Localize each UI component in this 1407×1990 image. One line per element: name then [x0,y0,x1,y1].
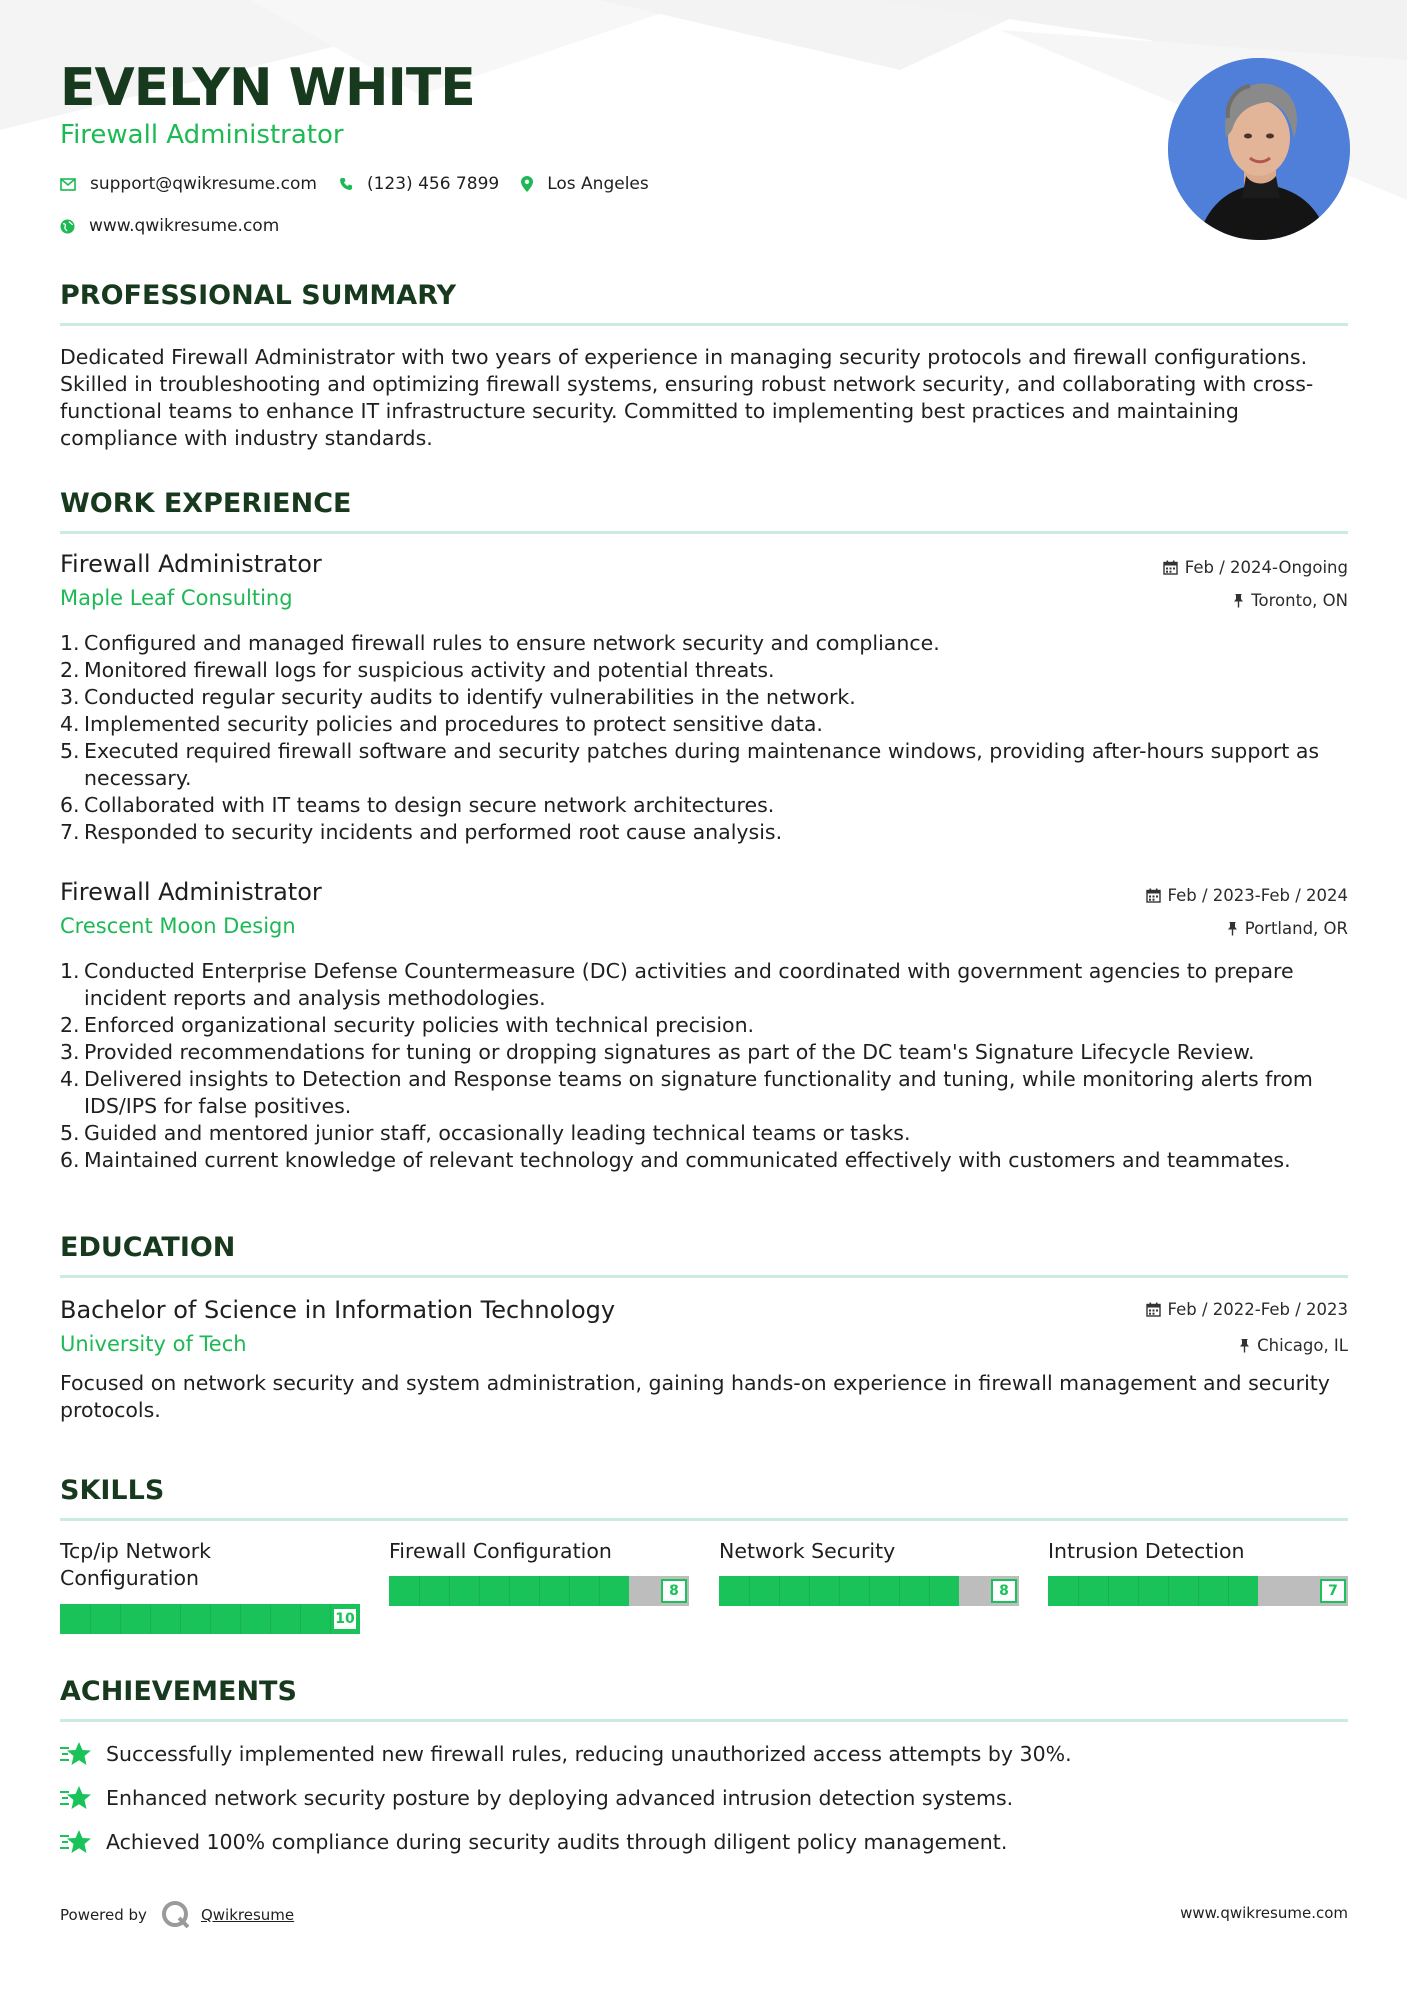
job-location-text: Toronto, ON [1251,591,1348,610]
skill-bar [60,1604,360,1634]
job-company: Crescent Moon Design [60,914,296,938]
education-heading: EDUCATION [60,1232,236,1263]
footer-powered-by [60,1900,294,1930]
skill-name: Network Security [719,1539,896,1563]
pushpin-icon [1227,921,1238,936]
list-item: 3. Provided recommendations for tuning or dropping signatures as part of the DC team's Signature Lifecycle Review. [60,1040,1255,1064]
section-divider [60,323,1348,326]
portrait-image [1168,58,1350,240]
qwikresume-logo-icon [161,1900,191,1930]
skill-bar-segment [90,1604,91,1634]
education-location [1239,1336,1348,1355]
skills-section [60,1475,1348,1521]
list-item: 6. Maintained current knowledge of relevant technology and communicated effectively with customers and teammates. [60,1148,1291,1172]
skill-item [1048,1538,1348,1599]
section-divider [60,531,1348,534]
education-text: Focused on network security and system administration, gaining hands-on experience in firewall management and security protocols. [60,1371,1330,1422]
job-date-text: Feb / 2024-Ongoing [1184,558,1348,577]
skill-bar-segment [479,1576,480,1606]
skill-bar-segment [599,1576,600,1606]
skill-bar-segment [749,1576,750,1606]
education-location-text: Chicago, IL [1257,1336,1348,1355]
job-location [1227,919,1348,938]
list-item: 6. Collaborated with IT teams to design secure network architectures. [60,793,775,817]
list-item: 1. Configured and managed firewall rules to ensure network security and compliance. [60,631,940,655]
experience-heading: WORK EXPERIENCE [60,488,352,519]
candidate-name: EVELYN WHITE [60,58,475,118]
skill-bar-segment [839,1576,840,1606]
summary-heading: PROFESSIONAL SUMMARY [60,280,457,311]
job-company: Maple Leaf Consulting [60,586,293,610]
contact-website[interactable] [60,216,279,236]
phone-text: (123) 456 7899 [366,174,500,194]
skill-bar [389,1576,689,1606]
skill-bar-segment [210,1604,211,1634]
skill-bar-segment [150,1604,151,1634]
skill-bar-segment [1078,1576,1079,1606]
job-date-text: Feb / 2023-Feb / 2024 [1167,886,1348,905]
achievements-section [60,1676,1348,1722]
skill-level: 8 [991,1579,1017,1603]
star-award-icon [60,1784,92,1812]
list-item: 3. Conducted regular security audits to identify vulnerabilities in the network. [60,685,856,709]
skill-name: Intrusion Detection [1048,1539,1245,1563]
list-item: 4. Delivered insights to Detection and Response teams on signature functionality and tuning, while monitoring alerts from IDS/IPS for false positives. [60,1067,1313,1118]
skill-bar [719,1576,1019,1606]
skill-bar-segment [779,1576,780,1606]
skill-bar-segment [120,1604,121,1634]
calendar-icon [1163,560,1178,575]
education-date-text: Feb / 2022-Feb / 2023 [1167,1300,1348,1319]
skill-bar-segment [1198,1576,1199,1606]
job-date [1163,558,1348,577]
skills-heading: SKILLS [60,1475,165,1506]
pushpin-icon [1239,1338,1250,1353]
skill-bar-segment [869,1576,870,1606]
experience-section [60,488,1348,534]
skill-bar [1048,1576,1348,1606]
achievement-text: Enhanced network security posture by deploying advanced intrusion detection systems. [106,1786,1014,1810]
map-marker-icon [521,176,533,192]
achievement-text: Successfully implemented new firewall rules, reducing unauthorized access attempts by 30%. [106,1742,1072,1766]
envelope-icon [60,178,76,191]
qwikresume-link[interactable]: Qwikresume [200,1906,295,1924]
skill-bar-segment [449,1576,450,1606]
skill-bar-segment [1168,1576,1169,1606]
footer-website[interactable]: www.qwikresume.com [1180,1904,1348,1922]
location-text: Los Angeles [547,174,649,194]
job-date [1146,886,1348,905]
skill-bar-segment [300,1604,301,1634]
summary-section [60,280,1348,452]
list-item: 2. Enforced organizational security policies with technical precision. [60,1013,755,1037]
skill-bar-segment [809,1576,810,1606]
job-title: Firewall Administrator [60,550,322,578]
skill-bar-segment [899,1576,900,1606]
star-award-icon [60,1828,92,1856]
skill-name: Tcp/ip Network Configuration [60,1539,212,1590]
job-location [1233,591,1348,610]
skill-bar-segment [419,1576,420,1606]
job-title: Firewall Administrator [60,878,322,906]
contact-location [521,174,649,194]
website-text: www.qwikresume.com [89,216,280,236]
profile-photo [1168,58,1350,240]
calendar-icon [1146,1302,1161,1317]
section-divider [60,1275,1348,1278]
education-date [1146,1300,1348,1319]
education-section [60,1232,1348,1278]
contact-email[interactable] [60,174,317,194]
contact-row-2 [60,216,301,236]
list-item: 1. Conducted Enterprise Defense Countermeasure (DC) activities and coordinated with government agencies to prepare incident reports and analysis methodologies. [60,959,1294,1010]
degree-title: Bachelor of Science in Information Technology [60,1296,616,1324]
phone-icon [339,177,353,191]
list-item: 5. Executed required firewall software and security patches during maintenance windows, providing after-hours support as necessary. [60,739,1320,790]
job-location-text: Portland, OR [1244,919,1348,938]
contact-phone[interactable] [339,174,499,194]
email-text: support@qwikresume.com [90,174,317,194]
skill-bar-segment [929,1576,930,1606]
achievement-item [60,1828,1007,1856]
list-item: 2. Monitored firewall logs for suspicious activity and potential threats. [60,658,775,682]
achievements-heading: ACHIEVEMENTS [60,1676,297,1707]
skill-level: 8 [661,1579,687,1603]
skill-bar-segment [509,1576,510,1606]
globe-icon [60,219,75,234]
list-item: 4. Implemented security policies and procedures to protect sensitive data. [60,712,823,736]
skill-bar-fill [1048,1576,1258,1606]
achievement-text: Achieved 100% compliance during security audits through diligent policy management. [106,1830,1008,1854]
skill-bar-segment [270,1604,271,1634]
skill-item [719,1538,1019,1599]
calendar-icon [1146,888,1161,903]
skill-bar-segment [1108,1576,1109,1606]
list-item: 7. Responded to security incidents and performed root cause analysis. [60,820,783,844]
school-name: University of Tech [60,1332,247,1356]
skill-bar-segment [180,1604,181,1634]
skill-item [389,1538,689,1599]
summary-text: Dedicated Firewall Administrator with two years of experience in managing security protocols and firewall configurations. Skilled in troubleshooting and optimizing firewall systems, ensuring robust network security, and collaborating with cross-functional teams to enhance IT infrastructure security. Committed to implementing best practices and maintaining compliance with industry standards. [60,345,1314,450]
job-bullets [60,958,1348,1174]
star-award-icon [60,1740,92,1768]
job-bullets [60,630,1348,846]
skill-level: 7 [1320,1579,1346,1603]
section-divider [60,1518,1348,1521]
skill-item [60,1538,360,1627]
skill-bar-segment [240,1604,241,1634]
powered-by-label: Powered by [60,1906,147,1924]
candidate-title: Firewall Administrator [60,120,344,150]
skill-bar-segment [539,1576,540,1606]
skill-name: Firewall Configuration [389,1539,612,1563]
achievement-item [60,1784,1013,1812]
pushpin-icon [1233,593,1244,608]
section-divider [60,1719,1348,1722]
skill-bar-segment [569,1576,570,1606]
contact-row [60,174,671,194]
achievement-item [60,1740,1072,1768]
skill-level: 10 [332,1607,358,1631]
skill-bar-segment [1228,1576,1229,1606]
skill-bar-segment [1138,1576,1139,1606]
skill-bar-segment [330,1604,331,1634]
list-item: 5. Guided and mentored junior staff, occasionally leading technical teams or tasks. [60,1121,911,1145]
